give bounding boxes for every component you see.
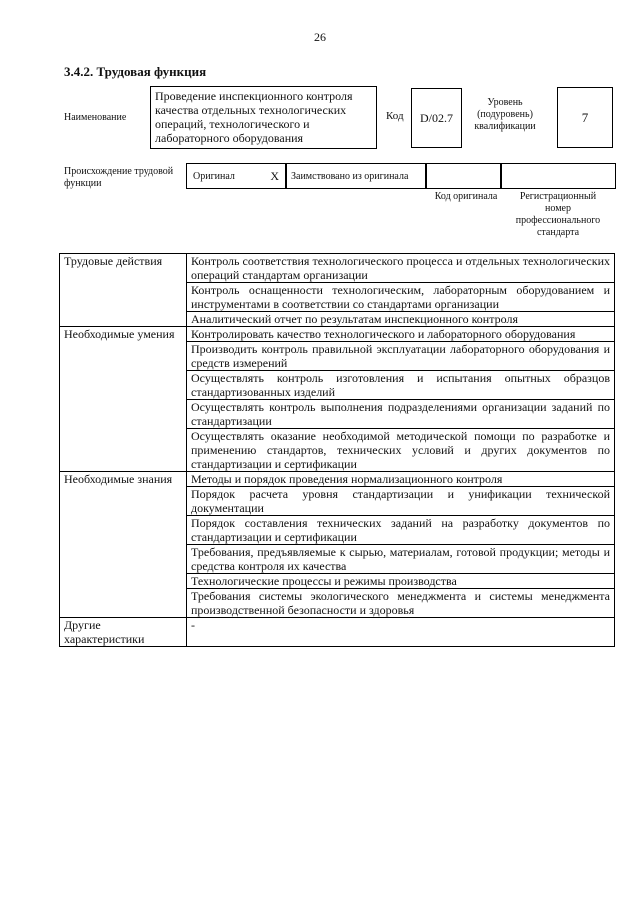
section-title: 3.4.2. Трудовая функция xyxy=(64,64,207,79)
table-row xyxy=(60,254,615,283)
table-row xyxy=(60,618,615,647)
origin-label: Происхождение трудовой функции xyxy=(64,166,174,189)
group-item: Контроль соответствия технологического процесса и отдельных технологических операций стандартам организации xyxy=(187,254,615,283)
group-item: Производить контроль правильной эксплуатации лабораторного оборудования и средств измерений xyxy=(187,342,615,371)
group-item: Требования, предъявляемые к сырью, материалам, готовой продукции; методы и средства контроля их качества xyxy=(187,545,615,574)
origin-original-label: Оригинал xyxy=(193,170,235,182)
origin-reg-label: Регистрационный номер профессионального стандарта xyxy=(515,191,601,238)
group-title: Другие характеристики xyxy=(60,618,187,647)
name-label: Наименование xyxy=(64,112,127,123)
group-item: Методы и порядок проведения нормализационного контроля xyxy=(187,472,615,487)
group-item: - xyxy=(187,618,615,647)
origin-code-label: Код оригинала xyxy=(434,191,498,202)
group-item: Контролировать качество технологического и лабораторного оборудования xyxy=(187,327,615,342)
group-item: Аналитический отчет по результатам инспекционного контроля xyxy=(187,312,615,327)
qualification-level-label: Уровень (подуровень) квалификации xyxy=(474,97,536,132)
origin-reg-cell xyxy=(501,163,616,189)
group-item: Технологические процессы и режимы производства xyxy=(187,574,615,589)
group-item: Порядок расчета уровня стандартизации и унификации технической документации xyxy=(187,487,615,516)
group-item: Осуществлять контроль выполнения подразделениями организации заданий по стандартизации xyxy=(187,400,615,429)
code-label: Код xyxy=(386,110,404,122)
group-item: Осуществлять оказание необходимой методической помощи по разработке и применению стандартов, технических условий и других документов по стандартизации и сертификации xyxy=(187,429,615,472)
group-item: Контроль оснащенности технологическим, лабораторным оборудованием и инструментами в соответствии со стандартами организации xyxy=(187,283,615,312)
origin-borrowed-cell xyxy=(286,163,426,189)
code-value: D/02.7 xyxy=(411,88,462,148)
table-row xyxy=(60,327,615,342)
group-title: Трудовые действия xyxy=(60,254,187,327)
function-name-box: Проведение инспекционного контроля качества отдельных технологических операций, технологического и лабораторного оборудования xyxy=(150,86,377,149)
group-title: Необходимые знания xyxy=(60,472,187,618)
origin-original-cell xyxy=(186,163,286,189)
table-row xyxy=(60,472,615,487)
page-number: 26 xyxy=(314,30,326,44)
origin-row xyxy=(186,163,616,189)
function-table xyxy=(59,253,615,647)
group-item: Порядок составления технических заданий на разработку документов по стандартизации и сертификации xyxy=(187,516,615,545)
group-title: Необходимые умения xyxy=(60,327,187,472)
origin-mark: X xyxy=(270,168,279,183)
origin-code-cell xyxy=(426,163,501,189)
origin-borrowed-label: Заимствовано из оригинала xyxy=(291,170,409,182)
group-item: Осуществлять контроль изготовления и испытания опытных образцов стандартизованных изделий xyxy=(187,371,615,400)
group-item: Требования системы экологического менеджмента и системы менеджмента производственной безопасности и здоровья xyxy=(187,589,615,618)
qualification-level-value: 7 xyxy=(557,87,613,148)
